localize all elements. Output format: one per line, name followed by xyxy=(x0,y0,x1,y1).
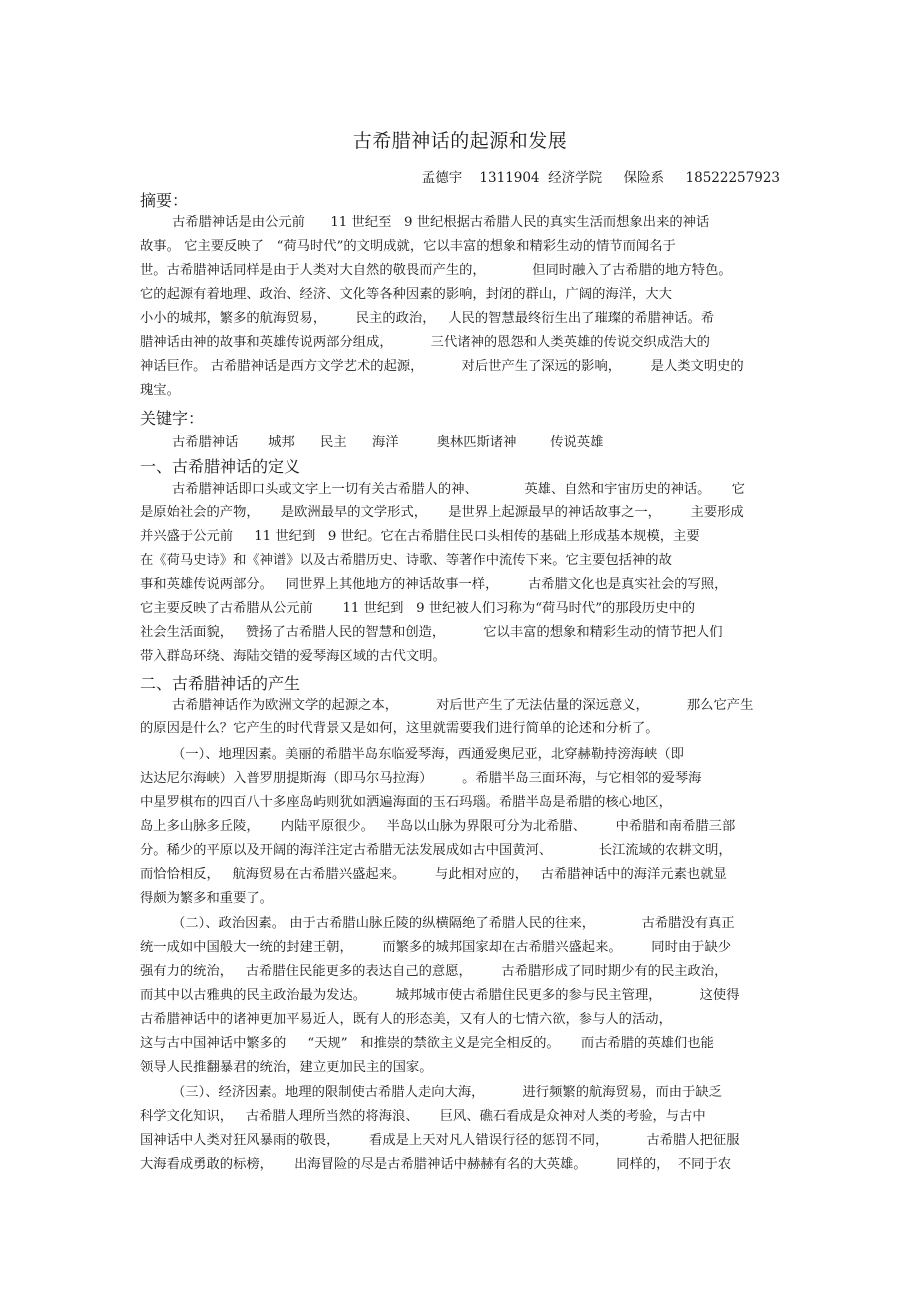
keywords-list: 古希腊神话 城邦 民主 海洋 奥林匹斯诸神 传说英雄 xyxy=(172,435,604,450)
body-line: （三）、经济因素。地理的限制使古希腊人走向大海， 进行频繁的航海贸易，而由于缺乏 xyxy=(172,1085,722,1100)
body-line: 强有力的统治， 古希腊住民能更多的表达自己的意愿， 古希腊形成了同时期少有的民主政治， xyxy=(140,964,728,979)
body-line: （一）、地理因素。美丽的希腊半岛东临爱琴海，西通爱奥尼亚，北穿赫勒持滂海峡（即 xyxy=(172,747,684,762)
body-line: 大海看成勇敢的标榜， 出海冒险的尽是古希腊神话中赫赫有名的大英雄。 同样的， 不同于农 xyxy=(140,1157,732,1172)
body-line: 国神话中人类对狂风暴雨的敬畏， 看成是上天对凡人错误行径的惩罚不同， 古希腊人把征服 xyxy=(140,1133,740,1148)
body-line: 古希腊神话作为欧洲文学的起源之本， 对后世产生了无法估量的深远意义， 那么它产生 xyxy=(172,698,754,713)
body-line: 事和英雄传说两部分。 同世界上其他地方的神话故事一样， 古希腊文化也是真实社会的写照， xyxy=(140,577,728,592)
abstract-label: 摘要： xyxy=(140,191,189,210)
abstract-line: 古希腊神话是由公元前 11 世纪至 9 世纪根据古希腊人民的真实生活而想象出来的神话 xyxy=(172,215,710,230)
body-line: 它主要反映了古希腊从公元前 11 世纪到 9 世纪被人们习称为“荷马时代”的那段历史中的 xyxy=(140,601,696,616)
body-line: （二）、政治因素。 由于古希腊山脉丘陵的纵横隔绝了希腊人民的往来， 古希腊没有真正 xyxy=(172,916,735,931)
body-line: 这与古中国神话中繁多的 “天规” 和推崇的禁欲主义是完全相反的。 而古希腊的英雄们也能 xyxy=(140,1036,714,1051)
abstract-line: 故事。 它主要反映了 “荷马时代”的文明成就，它以丰富的想象和精彩生动的情节而闻名于 xyxy=(140,239,676,254)
section-heading-definition: 一、古希腊神话的定义 xyxy=(140,457,301,476)
body-line: 领导人民推翻暴君的统治，建立更加民主的国家。 xyxy=(140,1060,433,1075)
body-line: 带入群岛环绕、海陆交错的爱琴海区域的古代文明。 xyxy=(140,649,446,664)
abstract-line: 它的起源有着地理、政治、经济、文化等各种因素的影响，封闭的群山，广阔的海洋，大大 xyxy=(140,287,672,302)
keywords-label: 关键字： xyxy=(140,409,205,428)
body-line: 古希腊神话即口头或文字上一切有关古希腊人的神、 英雄、自然和宇宙历史的神话。 它 xyxy=(172,482,745,497)
body-line: 并兴盛于公元前 11 世纪到 9 世纪。它在古希腊住民口头相传的基础上形成基本规模，主要 xyxy=(140,529,700,544)
page-title: 古希腊神话的起源和发展 xyxy=(352,130,568,152)
abstract-line: 腊神话由神的故事和英雄传说两部分组成， 三代诸神的恩怨和人类英雄的传说交织成浩大的 xyxy=(140,335,710,350)
body-line: 科学文化知识， 古希腊人理所当然的将海浪、 巨风、礁石看成是众神对人类的考验，与古中 xyxy=(140,1109,706,1124)
body-line: 而恰恰相反， 航海贸易在古希腊兴盛起来。 与此相对应的， 古希腊神话中的海洋元素也就显 xyxy=(140,867,727,882)
section-heading-origin: 二、古希腊神话的产生 xyxy=(140,674,301,693)
body-line: 是原始社会的产物， 是欧洲最早的文学形式， 是世界上起源最早的神话故事之一， 主要形成 xyxy=(140,505,744,520)
body-line: 分。稀少的平原以及开阔的海洋注定古希腊无法发展成如古中国黄河、 长江流域的农耕文明， xyxy=(140,843,732,858)
body-line: 得颇为繁多和重要了。 xyxy=(140,891,273,906)
body-line: 岛上多山脉多丘陵， 内陆平原很少。 半岛以山脉为界限可分为北希腊、 中希腊和南希腊三部 xyxy=(140,819,736,834)
abstract-line: 小小的城邦，繁多的航海贸易， 民主的政治， 人民的智慧最终衍生出了璀璨的希腊神话。希 xyxy=(140,311,715,326)
body-line: 达达尼尔海峡）入普罗朋提斯海（即马尔马拉海） 。希腊半岛三面环海，与它相邻的爱琴海 xyxy=(140,771,702,786)
abstract-line: 世。古希腊神话同样是由于人类对大自然的敬畏而产生的， 但同时融入了古希腊的地方特色。 xyxy=(140,263,732,278)
body-line: 古希腊神话中的诸神更加平易近人，既有人的形态美，又有人的七情六欲，参与人的活动， xyxy=(140,1012,672,1027)
abstract-line: 瑰宝。 xyxy=(140,383,180,398)
body-line: 社会生活面貌， 赞扬了古希腊人民的智慧和创造， 它以丰富的想象和精彩生动的情节把人们 xyxy=(140,625,723,640)
body-line: 的原因是什么？它产生的时代背景又是如何，这里就需要我们进行简单的论述和分析了。 xyxy=(140,721,659,736)
author-line: 孟德宇 1311904 经济学院 保险系 18522257923 xyxy=(421,170,780,186)
body-line: 在《荷马史诗》和《神谱》以及古希腊历史、诗歌、等著作中流传下来。它主要包括神的故 xyxy=(140,553,672,568)
body-line: 统一成如中国般大一统的封建王朝， 而繁多的城邦国家却在古希腊兴盛起来。 同时由于缺少 xyxy=(140,940,732,955)
body-line: 中星罗棋布的四百八十多座岛屿则犹如洒遍海面的玉石玛瑙。希腊半岛是希腊的核心地区， xyxy=(140,795,672,810)
abstract-line: 神话巨作。 古希腊神话是西方文学艺术的起源， 对后世产生了深远的影响， 是人类文明史的 xyxy=(140,359,744,374)
body-line: 而其中以古雅典的民主政治最为发达。 城邦城市使古希腊住民更多的参与民主管理， 这使得 xyxy=(140,988,740,1003)
